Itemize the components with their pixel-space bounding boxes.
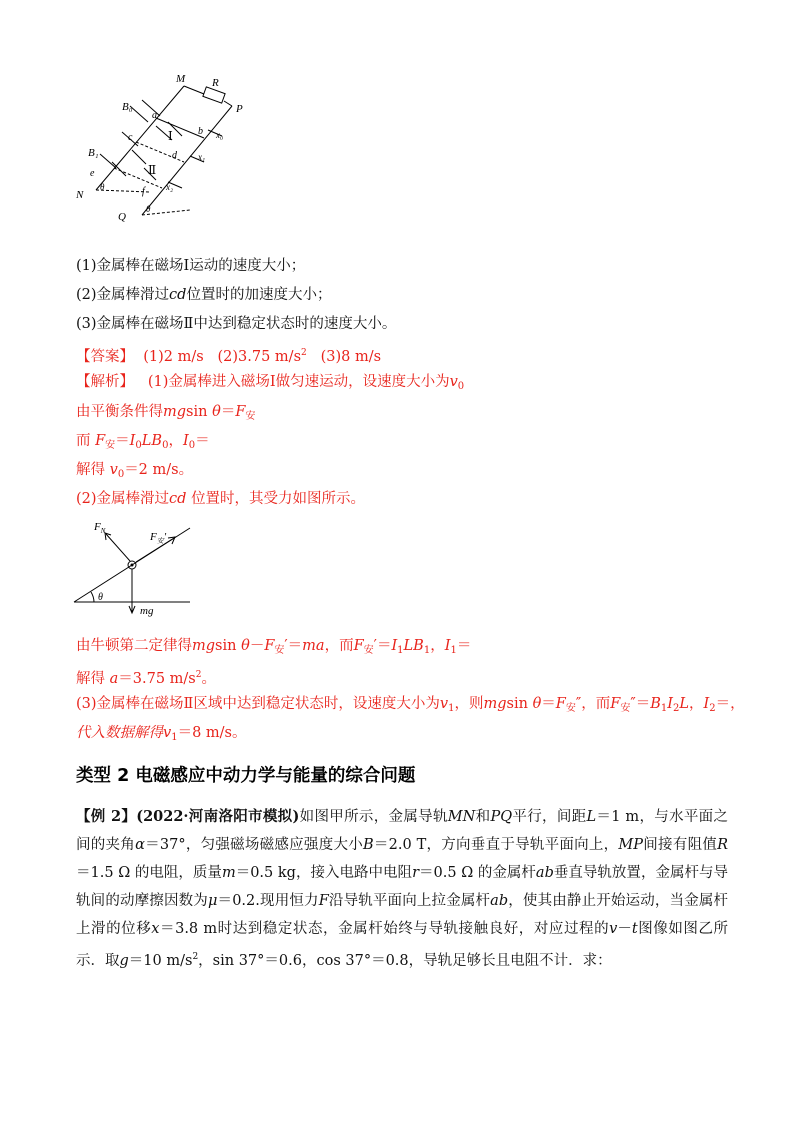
answer-tag: 【答案】 <box>76 349 134 365</box>
example-source: (2022·河南洛阳市模拟) <box>136 808 300 825</box>
answer-line: 【答案】 (1)2 m/s (2)3.75 $m/s^2$ (3)8 m/s <box>76 348 382 365</box>
label-e: e <box>90 168 95 179</box>
question-2: (2)金属棒滑过cd位置时的加速度大小； <box>76 287 332 303</box>
force-mg: mg <box>140 605 154 617</box>
label-a: a <box>152 110 157 121</box>
label-Q: Q <box>118 211 126 223</box>
force-diagram <box>70 516 210 620</box>
example-tag: 【例 2】 <box>76 808 137 825</box>
analysis-line-8: (3)金属棒在磁场Ⅱ区域中达到稳定状态时，设速度大小为$v_1$，则mgsin $\theta=F_安''$，而$F_安''=B_1I_2L$，$I_2=$， <box>76 696 745 714</box>
analysis-line-9: 代入数据解得$v_1=8$ m/s。 <box>76 725 247 743</box>
analysis-line-2: 由平衡条件得mgsin $\theta=F_安$ <box>76 404 256 422</box>
label-d: d <box>172 150 177 161</box>
label-B0: B₀ <box>122 101 133 113</box>
label-M: M <box>176 73 186 85</box>
analysis-line-6: 由牛顿第二定律得mgsin $\theta-F_安'=ma$，而$F_安'=I_1LB_1$，$I_1=$ <box>76 638 472 656</box>
label-x2: x₂ <box>166 182 174 192</box>
label-b: b <box>198 126 203 137</box>
label-x0: x₀ <box>216 130 224 140</box>
label-x1: x₁ <box>198 152 206 162</box>
analysis-line-5: (2)金属棒滑过cd 位置时，其受力如图所示。 <box>76 491 366 507</box>
analysis-line-3: 而 $F_安=I_0LB_0$，$I_0=$ <box>76 433 210 451</box>
label-R: R <box>212 77 219 89</box>
label-B1: B₁ <box>88 147 99 159</box>
label-P: P <box>236 103 243 115</box>
example-2-text: 【例 2】(2022·河南洛阳市模拟)如图甲所示，金属导轨MN和PQ平行，间距L＝1 m，与水平面之间的夹角α＝37°，匀强磁场磁感应强度大小B＝2.0 T，方向垂直于导轨平面向上，MP间接有阻值R＝1.5 Ω 的电阻，质量m＝0.5 kg，接入电路中电阻r＝0.5 Ω 的金属杆ab垂直导轨放置，金属杆与导轨间的动摩擦因数为μ＝0.2.现用恒力F沿导轨平面向上拉金属杆ab，使其由静止开始运动，当金属杆上滑的位移x＝3.8 m时达到稳定状态，金属杆始终与导轨接触良好，对应过程的v－t图像如图乙所示．取g＝10 $m/s^2$，sin 37°＝0.6，cos 37°＝0.8，导轨足够长且电阻不计．求： <box>76 808 729 969</box>
rail-figure <box>70 70 250 230</box>
section-title: 类型 2 电磁感应中动力学与能量的综合问题 <box>76 766 416 786</box>
label-regionI: Ⅰ <box>168 129 173 143</box>
analysis-line-7: 解得 a＝3.75 $m/s^2$。 <box>76 670 216 687</box>
analysis-line-4: 解得 $v_0=2$ m/s。 <box>76 462 194 480</box>
label-c: c <box>128 132 133 143</box>
analysis-tag: 【解析】 <box>76 374 134 390</box>
question-1: (1)金属棒在磁场Ⅰ运动的速度大小； <box>76 258 306 274</box>
label-theta-2: θ <box>146 204 151 214</box>
label-theta-1: θ <box>100 182 105 192</box>
force-FN: $F_N$ <box>94 521 106 535</box>
question-3: (3)金属棒在磁场Ⅱ中达到稳定状态时的速度大小。 <box>76 316 397 332</box>
angle-theta: θ <box>98 592 103 603</box>
force-F-ampere: $F_安'$ <box>150 531 167 545</box>
label-f: f <box>142 186 145 197</box>
label-regionII: Ⅱ <box>148 163 157 177</box>
label-N: N <box>76 189 84 201</box>
analysis-line-1: 【解析】 (1)金属棒进入磁场Ⅰ做匀速运动，设速度大小为$v_0$ <box>76 374 465 392</box>
